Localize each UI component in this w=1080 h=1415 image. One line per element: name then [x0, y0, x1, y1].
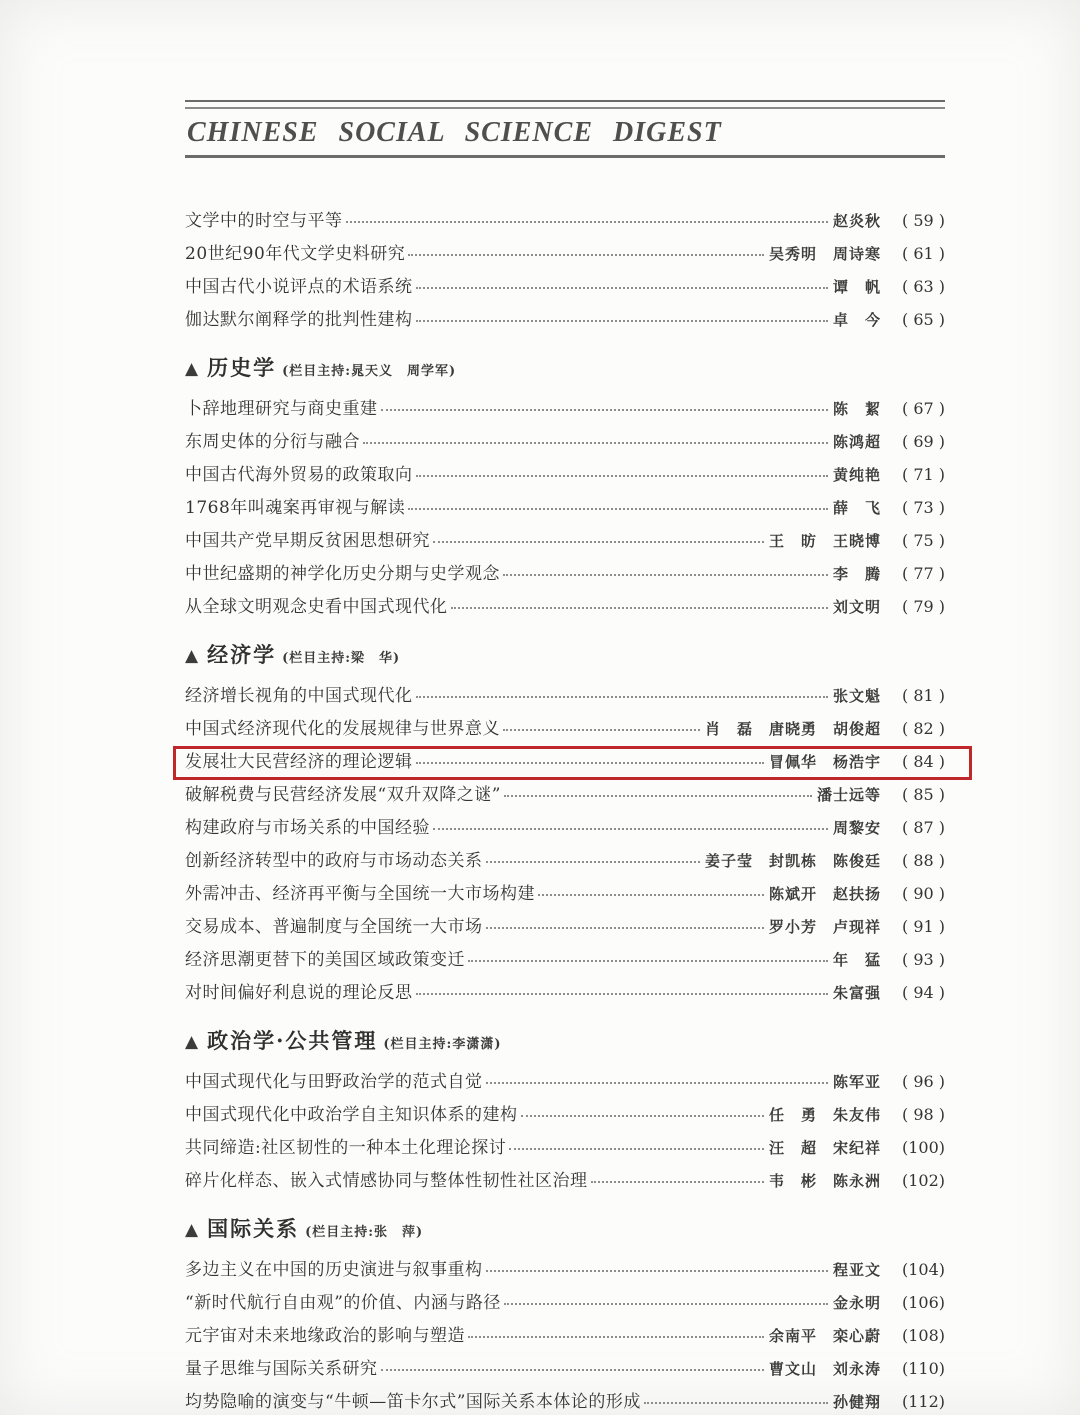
dot-leader	[346, 221, 828, 223]
dot-leader	[381, 1369, 764, 1371]
entry-authors: 孙健翔	[832, 1393, 881, 1411]
entry-page: ( 73 )	[901, 498, 945, 517]
entry-title: 外需冲击、经济再平衡与全国统一大市场构建	[185, 884, 535, 904]
entry-title: 中国古代小说评点的术语系统	[185, 277, 413, 297]
toc-entry	[185, 1387, 945, 1415]
entry-title: 20世纪90年代文学史料研究	[185, 244, 406, 264]
dot-leader	[521, 1115, 764, 1117]
entry-authors: 周黎安	[832, 819, 881, 837]
dot-leader	[416, 696, 828, 698]
entry-authors: 潘士远等	[816, 786, 881, 804]
entry-title: 中国式现代化与田野政治学的范式自觉	[185, 1072, 483, 1092]
entry-page: (104)	[901, 1260, 945, 1279]
dot-leader	[416, 475, 828, 477]
entry-page: (112)	[901, 1392, 945, 1411]
dot-leader	[486, 1270, 828, 1272]
dot-leader	[486, 927, 764, 929]
entry-title: 均势隐喻的演变与“牛顿—笛卡尔式”国际关系本体论的形成	[185, 1392, 641, 1412]
dot-leader	[486, 861, 700, 863]
entry-title: 伽达默尔阐释学的批判性建构	[185, 310, 413, 330]
entry-authors: 韦 彬 陈永洲	[768, 1172, 881, 1190]
section-editors: (栏目主持:梁 华)	[282, 651, 401, 666]
toc-entry	[185, 1067, 945, 1100]
entry-authors: 余南平 栾心蔚	[768, 1327, 881, 1345]
triangle-icon: ▲	[185, 1032, 199, 1052]
toc-entry	[185, 460, 945, 493]
entry-title: 碎片化样态、嵌入式情感协同与整体性韧性社区治理	[185, 1171, 588, 1191]
section-title: 政治学·公共管理	[207, 1028, 378, 1053]
dot-leader	[408, 254, 764, 256]
entry-authors: 肖 磊 唐晓勇 胡俊超	[704, 720, 881, 738]
entry-authors: 程亚文	[832, 1261, 881, 1279]
toc-section	[185, 352, 945, 625]
entry-title: “新时代航行自由观”的价值、内涵与路径	[185, 1293, 501, 1313]
entry-page: ( 91 )	[901, 917, 945, 936]
dot-leader	[433, 828, 828, 830]
toc-section	[185, 1025, 945, 1199]
entry-title: 文学中的时空与平等	[185, 211, 343, 231]
toc-entry	[185, 879, 945, 912]
toc-entry	[185, 592, 945, 625]
section-editors: (栏目主持:晁天义 周学军)	[282, 364, 457, 379]
entry-page: ( 96 )	[901, 1072, 945, 1091]
header-rule	[185, 155, 945, 158]
entry-title: 1768年叫魂案再审视与解读	[185, 498, 406, 518]
dot-leader	[416, 287, 828, 289]
entry-authors: 刘文明	[832, 598, 881, 616]
entry-authors: 赵炎秋	[832, 212, 881, 230]
section-title: 经济学	[207, 642, 277, 667]
entry-title: 从全球文明观念史看中国式现代化	[185, 597, 448, 617]
dot-leader	[416, 993, 828, 995]
toc-section	[185, 639, 945, 1011]
entry-authors: 冒佩华 杨浩宇	[768, 753, 881, 771]
triangle-icon: ▲	[185, 359, 199, 379]
toc-entry	[185, 714, 945, 747]
entry-authors: 任 勇 朱友伟	[768, 1106, 881, 1124]
entry-page: ( 61 )	[901, 244, 945, 263]
section-editors: (栏目主持:李潇潇)	[383, 1037, 502, 1052]
entry-page: ( 67 )	[901, 399, 945, 418]
dot-leader	[468, 960, 828, 962]
entry-authors: 张文魁	[832, 687, 881, 705]
toc-entry	[185, 681, 945, 714]
entry-page: ( 79 )	[901, 597, 945, 616]
section-title: 历史学	[207, 355, 277, 380]
entry-title: 共同缔造:社区韧性的一种本土化理论探讨	[185, 1138, 507, 1158]
masthead	[185, 0, 945, 158]
entry-authors: 李 腾	[832, 565, 881, 583]
entry-authors: 陈鸿超	[832, 433, 881, 451]
entry-page: ( 90 )	[901, 884, 945, 903]
toc-section	[185, 1213, 945, 1415]
entry-page: (110)	[901, 1359, 945, 1378]
entry-page: (106)	[901, 1293, 945, 1312]
entry-authors: 陈斌开 赵扶扬	[768, 885, 881, 903]
dot-leader	[363, 442, 828, 444]
entry-page: ( 84 )	[901, 752, 945, 771]
entry-title: 构建政府与市场关系的中国经验	[185, 818, 430, 838]
dot-leader	[468, 1336, 764, 1338]
entry-authors: 罗小芳 卢现祥	[768, 918, 881, 936]
entry-authors: 王 昉 王晓博	[768, 532, 881, 550]
entry-authors: 年 猛	[832, 951, 881, 969]
table-of-contents	[185, 206, 945, 1415]
entry-page: ( 69 )	[901, 432, 945, 451]
dot-leader	[509, 1148, 764, 1150]
dot-leader	[644, 1402, 828, 1404]
entry-authors: 黄纯艳	[832, 466, 881, 484]
entry-title: 交易成本、普遍制度与全国统一大市场	[185, 917, 483, 937]
dot-leader	[504, 795, 812, 797]
toc-entry	[185, 1354, 945, 1387]
toc-entry	[185, 1321, 945, 1354]
dot-leader	[451, 607, 828, 609]
entry-title: 元宇宙对未来地缘政治的影响与塑造	[185, 1326, 465, 1346]
dot-leader	[538, 894, 764, 896]
triangle-icon: ▲	[185, 646, 199, 666]
toc-entry	[185, 1288, 945, 1321]
triangle-icon: ▲	[185, 1220, 199, 1240]
toc-section	[185, 206, 945, 338]
entry-authors: 谭 帆	[832, 278, 881, 296]
toc-entry	[185, 305, 945, 338]
entry-title: 破解税费与民营经济发展“双升双降之谜”	[185, 785, 501, 805]
entry-page: ( 75 )	[901, 531, 945, 550]
entry-authors: 姜子莹 封凯栋 陈俊廷	[704, 852, 881, 870]
toc-entry	[185, 493, 945, 526]
entry-page: ( 63 )	[901, 277, 945, 296]
entry-page: ( 94 )	[901, 983, 945, 1002]
entry-title: 创新经济转型中的政府与市场动态关系	[185, 851, 483, 871]
entry-page: ( 93 )	[901, 950, 945, 969]
entry-page: ( 77 )	[901, 564, 945, 583]
entry-title: 发展壮大民营经济的理论逻辑	[185, 752, 413, 772]
entry-title: 经济增长视角的中国式现代化	[185, 686, 413, 706]
toc-entry	[185, 846, 945, 879]
toc-entry	[185, 945, 945, 978]
toc-entry	[185, 526, 945, 559]
dot-leader	[408, 508, 828, 510]
entry-title: 中世纪盛期的神学化历史分期与史学观念	[185, 564, 500, 584]
entry-authors: 陈军亚	[832, 1073, 881, 1091]
section-header	[185, 352, 945, 394]
entry-page: ( 71 )	[901, 465, 945, 484]
journal-title: CHINESE SOCIAL SCIENCE DIGEST	[187, 117, 722, 148]
toc-entry	[185, 1166, 945, 1199]
top-double-rule	[185, 100, 945, 109]
entry-page: ( 87 )	[901, 818, 945, 837]
section-editors: (栏目主持:张 萍)	[305, 1225, 424, 1240]
entry-page: ( 65 )	[901, 310, 945, 329]
entry-title: 量子思维与国际关系研究	[185, 1359, 378, 1379]
entry-page: (108)	[901, 1326, 945, 1345]
entry-page: ( 88 )	[901, 851, 945, 870]
dot-leader	[486, 1082, 828, 1084]
entry-authors: 金永明	[832, 1294, 881, 1312]
entry-page: ( 85 )	[901, 785, 945, 804]
toc-entry	[185, 272, 945, 305]
entry-title: 东周史体的分衍与融合	[185, 432, 360, 452]
dot-leader	[416, 320, 828, 322]
entry-page: ( 82 )	[901, 719, 945, 738]
entry-page: (102)	[901, 1171, 945, 1190]
toc-entry	[185, 427, 945, 460]
entry-authors: 薛 飞	[832, 499, 881, 517]
dot-leader	[504, 1303, 828, 1305]
toc-entry	[185, 912, 945, 945]
section-title: 国际关系	[207, 1216, 300, 1241]
entry-page: ( 98 )	[901, 1105, 945, 1124]
entry-page: ( 59 )	[901, 211, 945, 230]
toc-entry	[185, 1133, 945, 1166]
entry-title: 对时间偏好利息说的理论反思	[185, 983, 413, 1003]
dot-leader	[503, 729, 700, 731]
entry-authors: 曹文山 刘永涛	[768, 1360, 881, 1378]
toc-entry	[185, 780, 945, 813]
toc-entry	[185, 813, 945, 846]
dot-leader	[591, 1181, 764, 1183]
entry-title: 中国式经济现代化的发展规律与世界意义	[185, 719, 500, 739]
dot-leader	[416, 762, 764, 764]
entry-title: 中国共产党早期反贫困思想研究	[185, 531, 430, 551]
entry-authors: 陈 絜	[832, 400, 881, 418]
toc-entry	[185, 978, 945, 1011]
toc-entry	[185, 1255, 945, 1288]
toc-entry	[185, 747, 945, 780]
dot-leader	[503, 574, 828, 576]
entry-authors: 卓 今	[832, 311, 881, 329]
entry-page: ( 81 )	[901, 686, 945, 705]
entry-title: 中国古代海外贸易的政策取向	[185, 465, 413, 485]
toc-entry	[185, 394, 945, 427]
dot-leader	[433, 541, 764, 543]
entry-authors: 朱富强	[832, 984, 881, 1002]
section-header	[185, 1025, 945, 1067]
dot-leader	[381, 409, 828, 411]
toc-entry	[185, 239, 945, 272]
entry-title: 经济思潮更替下的美国区域政策变迁	[185, 950, 465, 970]
section-header	[185, 639, 945, 681]
entry-authors: 吴秀明 周诗寒	[768, 245, 881, 263]
toc-entry	[185, 1100, 945, 1133]
toc-entry	[185, 559, 945, 592]
entry-title: 卜辞地理研究与商史重建	[185, 399, 378, 419]
entry-title: 中国式现代化中政治学自主知识体系的建构	[185, 1105, 518, 1125]
entry-authors: 汪 超 宋纪祥	[768, 1139, 881, 1157]
section-header	[185, 1213, 945, 1255]
entry-page: (100)	[901, 1138, 945, 1157]
toc-entry	[185, 206, 945, 239]
entry-title: 多边主义在中国的历史演进与叙事重构	[185, 1260, 483, 1280]
